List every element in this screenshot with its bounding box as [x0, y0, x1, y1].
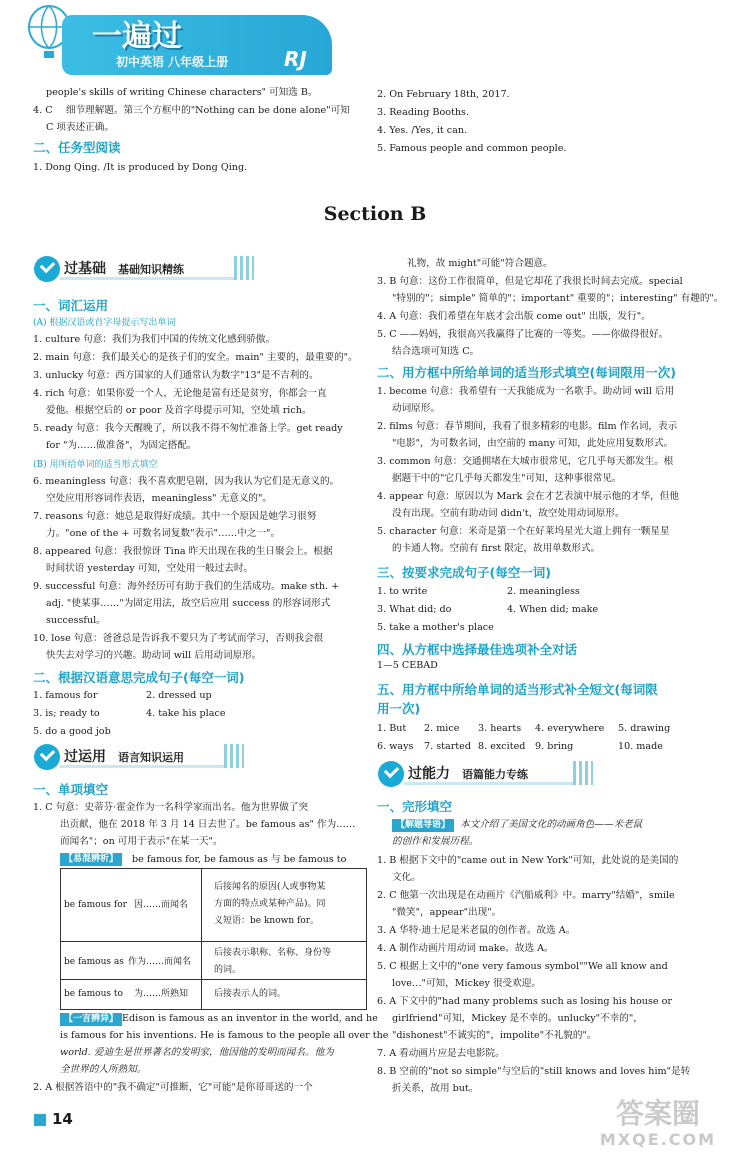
left-w7a: 7. reasons 句意：她总是取得好成绩。其中一个原因是她学习很努 [33, 511, 317, 522]
left-sub-b: (B) 用所给单词的适当形式填空 [33, 460, 158, 470]
right-c1: 1. to write [377, 586, 428, 597]
top-left-line1: people's skills of writing Chinese characters" 可知选 B。 [46, 87, 318, 98]
right-c2: 2. meaningless [507, 586, 580, 597]
header-subtitle: 初中英语 八年级上册 [116, 55, 229, 69]
left-v4b: 爱他。根据空后的 or poor 及首字母提示可知，空处填 rich。 [46, 405, 312, 416]
banner-usage [34, 744, 244, 770]
right-h5b: 用一次) [377, 701, 421, 716]
right-f2a: 2. C 他第一次出现是在动画片《汽船威利》中。marry"结婚"，smile [377, 890, 675, 901]
right-e8: 8. excited [478, 741, 526, 752]
left-q1a: 1. C 句意：史蒂芬·霍金作为一名科学家而出名。他为世界做了突 [33, 802, 309, 813]
banner-usage-title: 过运用 [64, 749, 106, 765]
left-v2: 2. main 句意：我们最关心的是孩子们的安全。main" 主要的，最重要的"。 [33, 352, 358, 363]
left-s3a: 3. is; ready to [33, 708, 100, 719]
right-e7: 7. started [424, 741, 471, 752]
left-w8a: 8. appeared 句意：我很惊讶 Tina 昨天出现在我的生日聚会上。根据 [33, 546, 333, 557]
row2-desc2: 的词。 [214, 965, 242, 975]
left-h1: 一、词汇运用 [33, 298, 109, 313]
left-q1c: 而闻名"；on 可用于表示"在某一天"。 [60, 836, 223, 847]
right-f7: 7. A 看动画片应是去电影院。 [377, 1048, 505, 1059]
right-r3b: "特别的"；simple" 简单的"；important" 重要的"；interesting" 有趣的"。 [392, 293, 724, 304]
banner-basic [34, 256, 254, 282]
left-w7b: 力。"one of the + 可数名词复数"表示"……中之一"。 [46, 528, 281, 539]
left-ex2: is famous for his inventions. He is famous to the people all over the [60, 1030, 389, 1041]
brand-title: 一遍过 [92, 19, 182, 54]
left-v4a: 4. rich 句意：如果你爱一个人，无论他是富有还是贫穷，你都会一直 [33, 388, 327, 399]
watermark-url: MXQE.COM [599, 1130, 717, 1149]
watermark-title: 答案圈 [615, 1097, 700, 1130]
banner-ability-title: 过能力 [408, 766, 450, 782]
left-w9b: adj. "使某事……"为固定用法，故空后应用 success 的形容词形式 [46, 598, 331, 609]
banner-basic-title: 过基础 [64, 261, 106, 277]
banner-basic-subtitle: 基础知识精练 [118, 263, 184, 276]
right-f6b: girlfriend"可知，Mickey 是不幸的。unlucky"不幸的"， [392, 1013, 643, 1024]
right-guide1: 本文介绍了美国文化的动画角色——米老鼠 [460, 819, 643, 830]
row1-desc2: 方面的特点或某种产品)。同 [214, 899, 326, 909]
right-e2: 2. mice [424, 723, 460, 734]
left-ex3: world. 爱迪生是世界著名的发明家，他因他的发明而闻名。他为 [60, 1047, 334, 1058]
page-number-marker [34, 1114, 46, 1126]
left-v5b: for "为……做准备"，为固定搭配。 [46, 440, 197, 451]
right-e5: 5. drawing [618, 723, 671, 734]
header-edition: RJ [284, 47, 307, 71]
right-e10: 10. made [618, 741, 663, 752]
top-right-l2: 2. On February 18th, 2017. [377, 89, 510, 100]
top-left-item4-num: 4. C [33, 105, 53, 116]
example-box-head: 【一言辨异】 [60, 1013, 122, 1026]
left-v1: 1. culture 句意：我们为我们中国的传统文化感到骄傲。 [33, 334, 276, 345]
confusion-box-compare: be famous for, be famous as 与 be famous to [132, 854, 347, 865]
right-b1b: 动词原形。 [392, 403, 440, 414]
top-right-l3: 3. Reading Booths. [377, 107, 470, 118]
right-f1b: 文化。 [392, 872, 421, 883]
row1-desc3: 义短语：be known for。 [214, 916, 320, 926]
right-guide2: 的创作和发展历程。 [392, 836, 479, 847]
top-left-item4-text: 细节理解题。第三个方框中的"Nothing can be done alone"可知 [66, 105, 350, 116]
left-ex1: Edison is famous as an inventor in the world, and he [122, 1013, 378, 1024]
header-banner [22, 5, 332, 75]
right-f6c: "dishonest"不诚实的"，impolite"不礼貌的"。 [392, 1030, 597, 1041]
left-s1a: 1. famous for [33, 690, 98, 701]
right-r4: 4. A 句意：我们希望在年底才会出版 come out" 出版，发行"。 [377, 311, 651, 322]
left-ex4: 全世界的人所熟知。 [60, 1064, 147, 1075]
right-e4: 4. everywhere [535, 723, 605, 734]
right-f2b: "微笑"，appear"出现"。 [392, 907, 502, 918]
row2-desc1: 后接表示职称、名称、身份等 [214, 948, 332, 958]
left-w8b: 时间状语 yesterday 可知，空处用一般过去时。 [46, 563, 254, 574]
row3-desc1: 后接表示人的词。 [214, 989, 287, 999]
right-r5b: 结合选项可知选 C。 [392, 346, 480, 357]
top-left-item1: 1. Dong Qing. /It is produced by Dong Qing. [33, 162, 248, 173]
left-q2: 2. A 根据答语中的"我不确定"可推断，它"可能"是你哥哥送的一个 [33, 1082, 313, 1093]
right-b2b: "电影"，为可数名词，由空前的 many 可知，此处应用复数形式。 [392, 438, 674, 449]
right-e6: 6. ways [377, 741, 414, 752]
confusion-box-head: 【易混辨析】 [60, 853, 122, 866]
right-b3b: 据题干中的"它几乎每天都发生"可知，这种事很常见。 [392, 473, 622, 484]
left-w6a: 6. meaningless 句意：我不喜欢肥皂剧，因为我认为它们是无意义的。 [33, 476, 340, 487]
right-b3a: 3. common 句意：交通拥堵在大城市很常见，它几乎每天都发生。根 [377, 456, 674, 467]
right-b4b: 没有出现。空前有助动词 didn't，故空处用动词原形。 [392, 508, 625, 519]
left-v5a: 5. ready 句意：我今天醒晚了，所以我不得不匆忙准备上学。get ready [33, 423, 343, 434]
right-h4: 四、从方框中选择最佳选项补全对话 [377, 642, 578, 657]
row1-desc1: 后接闻名的原因(人或事物某 [214, 882, 326, 892]
right-f5a: 5. C 根据上文中的"one very famous symbol""We all know and [377, 961, 668, 972]
row3-term: be famous to [64, 989, 123, 999]
right-h5a: 五、用方框中所给单词的适当形式补全短文(每词限 [377, 682, 658, 697]
right-e1: 1. But [377, 723, 407, 734]
left-s1b: 2. dressed up [146, 690, 212, 701]
guide-head: 【解题导语】 [392, 819, 454, 832]
top-left-item4-text2: C 项表述正确。 [46, 122, 114, 133]
right-h3: 三、按要求完成句子(每空一词) [377, 565, 551, 580]
left-s3b: 4. take his place [146, 708, 226, 719]
right-r3a: 3. B 句意：这份工作很简单，但是它却花了我很长时间去完成。special [377, 276, 683, 287]
right-h2: 二、用方框中所给单词的适当形式填空(每词限用一次) [377, 365, 676, 380]
left-s5: 5. do a good job [33, 726, 111, 737]
left-q1b: 出贡献，他在 2018 年 3 月 14 日去世了。be famous as" 作为…… [60, 819, 356, 830]
row1-mean: 因……而闻名 [134, 900, 189, 910]
right-c5: 5. take a mother's place [377, 622, 494, 633]
right-d1: 1—5 CEBAD [377, 660, 438, 671]
banner-ability-subtitle: 语篇能力专练 [462, 768, 528, 781]
left-w10a: 10. lose 句意：爸爸总是告诉我不要只为了考试而学习，否则我会很 [33, 633, 324, 644]
right-h6: 一、完形填空 [377, 799, 453, 814]
left-h3: 一、单项填空 [33, 782, 109, 797]
left-w10b: 快失去对学习的兴趣。助动词 will 后用动词原形。 [46, 650, 262, 661]
right-f8b: 折关系，故用 but。 [392, 1083, 479, 1094]
right-f8a: 8. B 空前的"not so simple"与空后的"still knows and loves him"是转 [377, 1066, 691, 1077]
left-h2: 二、根据汉语意思完成句子(每空一词) [33, 670, 245, 685]
row2-term: be famous as [64, 957, 124, 967]
left-w6b: 空处应用形容词作表语，meaningless" 无意义的"。 [46, 493, 273, 504]
right-c3: 3. What did; do [377, 604, 452, 615]
page-number: 14 [52, 1110, 73, 1128]
right-f3: 3. A 华特·迪士尼是米老鼠的创作者。故选 A。 [377, 925, 576, 936]
top-left-section2: 二、任务型阅读 [33, 140, 121, 155]
section-title: Section B [323, 203, 427, 225]
top-right-l4: 4. Yes. /Yes, it can. [377, 125, 468, 136]
right-e3: 3. hearts [478, 723, 522, 734]
top-right-l5: 5. Famous people and common people. [377, 143, 567, 154]
right-f6a: 6. A 下文中的"had many problems such as losing his house or [377, 996, 672, 1007]
banner-usage-subtitle: 语言知识运用 [118, 751, 184, 764]
right-b5a: 5. character 句意：米奇是第一个在好莱坞星光大道上拥有一颗星星 [377, 526, 670, 537]
left-w9a: 9. successful 句意：海外经历可有助于我们的生活成功。make sth. + [33, 581, 340, 592]
right-b5b: 的卡通人物。空前有 first 限定，故用单数形式。 [392, 543, 601, 554]
right-b2a: 2. films 句意：春节期间，我看了很多精彩的电影。film 作名词，表示 [377, 421, 678, 432]
right-b4a: 4. appear 句意：原因以为 Mark 会在才艺表演中展示他的才华，但他 [377, 491, 679, 502]
right-f5b: love…"可知，Mickey 很受欢迎。 [392, 978, 541, 989]
right-b1a: 1. become 句意：我希望有一天我能成为一名歌手。助动词 will 后用 [377, 386, 675, 397]
left-v3: 3. unlucky 句意：西方国家的人们通常认为数字"13"是不吉利的。 [33, 370, 319, 381]
watermark [588, 1098, 728, 1160]
right-f4: 4. A 制作动画片用动词 make。故选 A。 [377, 943, 554, 954]
right-e9: 9. bring [535, 741, 574, 752]
banner-ability [378, 761, 593, 787]
right-f1a: 1. B 根据下文中的"came out in New York"可知，此处说的是美国的 [377, 855, 679, 866]
row1-term: be famous for [64, 900, 127, 910]
left-sub-a: (A) 根据汉语或首字母提示写出单词 [33, 318, 176, 328]
right-c4: 4. When did; make [507, 604, 599, 615]
right-r5a: 5. C ——妈妈，我很高兴我赢得了比赛的一等奖。——你做得很好。 [377, 329, 669, 340]
right-r0: 礼物，故 might"可能"符合题意。 [407, 258, 553, 269]
row2-mean: 作为……而闻名 [128, 957, 192, 967]
left-w9c: successful。 [46, 615, 106, 626]
row3-mean: 为……所熟知 [134, 989, 189, 999]
